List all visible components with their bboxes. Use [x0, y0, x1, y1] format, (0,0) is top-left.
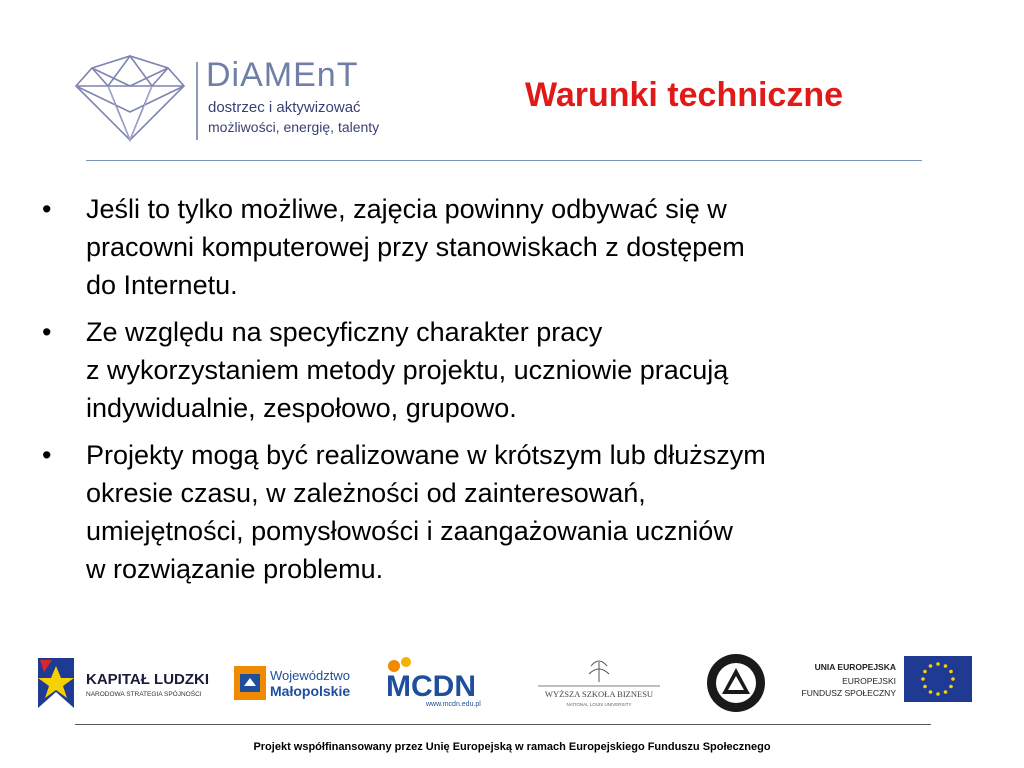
brand-tagline-line1: dostrzec i aktywizować: [208, 99, 361, 116]
malopolska-line2: Małopolskie: [270, 683, 351, 699]
bullet-list: [38, 190, 988, 597]
malopolska-logo: [232, 652, 362, 714]
eu-flag-icon: [904, 656, 972, 702]
nlu-seal-icon: [704, 652, 768, 714]
mcdn-logo: [380, 652, 492, 714]
bullet-dot-icon: •: [42, 440, 52, 470]
bullet-line: z wykorzystaniem metody projektu, uczniowie pracują: [86, 355, 729, 385]
bullet-line: Jeśli to tylko możliwe, zajęcia powinny odbywać się w: [86, 194, 727, 224]
eu-logo: [800, 652, 974, 714]
eu-line3: FUNDUSZ SPOŁECZNY: [801, 688, 896, 698]
bullet-line: do Internetu.: [86, 270, 238, 300]
diamond-icon: [72, 52, 188, 144]
bullet-line: Projekty mogą być realizowane w krótszym lub dłuższym: [86, 440, 766, 470]
wsb-name: WYŻSZA SZKOŁA BIZNESU: [544, 689, 654, 699]
bullet-line: w rozwiązanie problemu.: [86, 554, 384, 584]
bullet-line: indywidualnie, zespołowo, grupowo.: [86, 393, 517, 423]
kapital-ludzki-logo: [34, 652, 216, 714]
slide-title: Warunki techniczne: [525, 76, 844, 114]
wsb-sub: NATIONAL LOUIS UNIVERSITY: [566, 702, 632, 707]
bullet-item: [38, 190, 988, 304]
kapital-ludzki-title: KAPITAŁ LUDZKI: [86, 671, 210, 688]
logo-divider: [196, 62, 198, 140]
mcdn-name: MCDN: [386, 670, 476, 703]
kapital-ludzki-subtitle: NARODOWA STRATEGIA SPÓJNOŚCI: [86, 691, 202, 698]
eu-line1: UNIA EUROPEJSKA: [814, 662, 896, 672]
bullet-item: [38, 313, 988, 427]
bullet-line: umiejętności, pomysłowości i zaangażowania uczniów: [86, 516, 733, 546]
bullet-line: pracowni komputerowej przy stanowiskach z dostępem: [86, 232, 745, 262]
footer-divider: [75, 724, 931, 725]
eu-line2: EUROPEJSKI: [842, 676, 896, 686]
bullet-dot-icon: •: [42, 194, 52, 224]
bullet-line: okresie czasu, w zależności od zainteresowań,: [86, 478, 646, 508]
brand-tagline-line2: możliwości, energię, talenty: [208, 119, 380, 135]
brand-name: DiAMEnT: [206, 56, 359, 94]
bullet-item: [38, 436, 988, 588]
bullet-line: Ze względu na specyficzny charakter pracy: [86, 317, 603, 347]
header-divider: [86, 160, 922, 161]
malopolska-line1: Województwo: [270, 668, 350, 683]
mcdn-url: www.mcdn.edu.pl: [426, 701, 481, 708]
wsb-logo: [534, 652, 664, 714]
footer-cofinancing-note: Projekt współfinansowany przez Unię Europejską w ramach Europejskiego Funduszu Społecznego: [253, 741, 771, 753]
bullet-dot-icon: •: [42, 317, 52, 347]
